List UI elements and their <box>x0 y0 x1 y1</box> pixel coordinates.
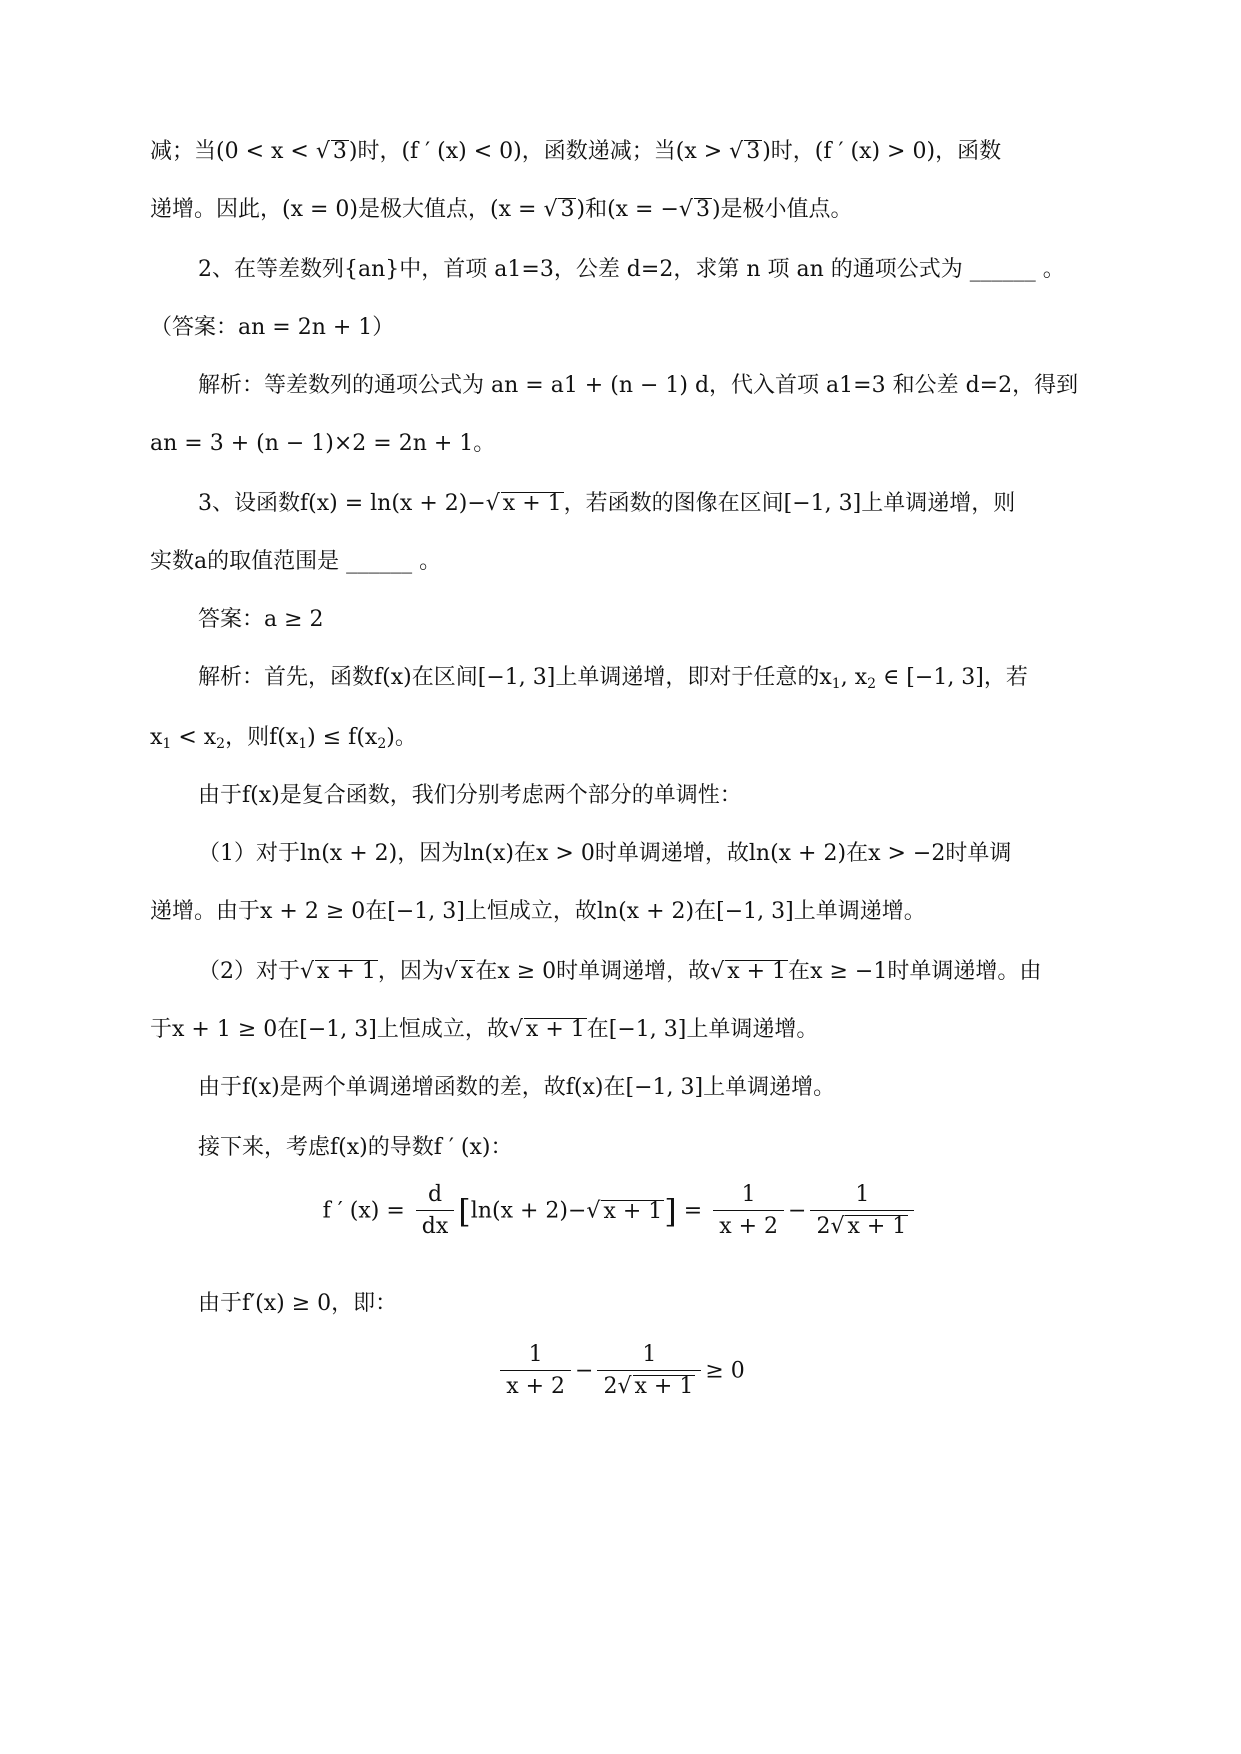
answer-2: （答案：an = 2n + 1） <box>150 315 395 340</box>
analysis-3-line-2: $x_1 < x_2$，则$f(x_1) \le f(x_2)$。 <box>150 725 417 752</box>
inequality-equation: $\frac{1}{x + 2}$ − $\frac{1}{2√ x + 1}$ ≥ 0 <box>0 1342 1241 1401</box>
question-2: 2、在等差数列{an}中，首项 a1=3，公差 d=2，求第 n 项 an 的通项公式为 ______ 。 <box>198 257 1065 282</box>
question-3: 3、设函数f(x) = ln(x + 2)−√ x + 1，若函数的图像在区间[−1, 3]上单调递增，则 <box>198 491 1016 516</box>
derivative-equation: f ′ (x) = $\frac{d}{dx}$ [ln(x + 2)−√ x + 1] = $\frac{1}{x + 2}$ − $\frac{1}{2√ x + 1}$ <box>0 1182 1241 1241</box>
condition-intro: 由于f′(x) ≥ 0，即： <box>198 1291 398 1316</box>
text-line-1: 减；当(0 < x < √ 3)时，(f ′ (x) < 0)，函数递减；当(x > √ 3)时，(f ′ (x) > 0)，函数 <box>150 139 1002 164</box>
analysis-part-1: （1）对于ln(x + 2)，因为ln(x)在x > 0时单调递增，故ln(x + 2)在x > −2时单调 <box>198 841 1012 866</box>
derivative-intro: 接下来，考虑f(x)的导数f ′ (x)： <box>198 1135 513 1160</box>
analysis-2-cont: an = 3 + (n − 1)×2 = 2n + 1。 <box>150 431 496 456</box>
answer-3: 答案：a ≥ 2 <box>198 607 324 632</box>
analysis-2: 解析：等差数列的通项公式为 an = a1 + (n − 1) d，代入首项 a1=3 和公差 d=2，得到 <box>198 373 1079 398</box>
analysis-3-line-3: 由于f(x)是复合函数，我们分别考虑两个部分的单调性： <box>198 783 742 808</box>
analysis-part-2: （2）对于√ x + 1，因为√ x在x ≥ 0时单调递增，故√ x + 1在x ≥ −1时单调递增。由 <box>198 959 1042 984</box>
analysis-3-line-1: 解析：首先，函数f(x)在区间[−1, 3]上单调递增，即对于任意的$x_1$, $x_2$ ∈ [−1, 3]，若 <box>198 665 1028 692</box>
question-3-cont: 实数a的取值范围是 ______ 。 <box>150 549 442 574</box>
sqrt-3: 3 <box>332 139 347 164</box>
text-line-2: 递增。因此，(x = 0)是极大值点，(x = √ 3)和(x = −√ 3)是极小值点。 <box>150 197 853 222</box>
analysis-conclusion: 由于f(x)是两个单调递增函数的差，故f(x)在[−1, 3]上单调递增。 <box>198 1075 836 1100</box>
analysis-part-2-cont: 于x + 1 ≥ 0在[−1, 3]上恒成立，故√ x + 1在[−1, 3]上单调递增。 <box>150 1017 819 1042</box>
analysis-part-1-cont: 递增。由于x + 2 ≥ 0在[−1, 3]上恒成立，故ln(x + 2)在[−1, 3]上单调递增。 <box>150 899 926 924</box>
